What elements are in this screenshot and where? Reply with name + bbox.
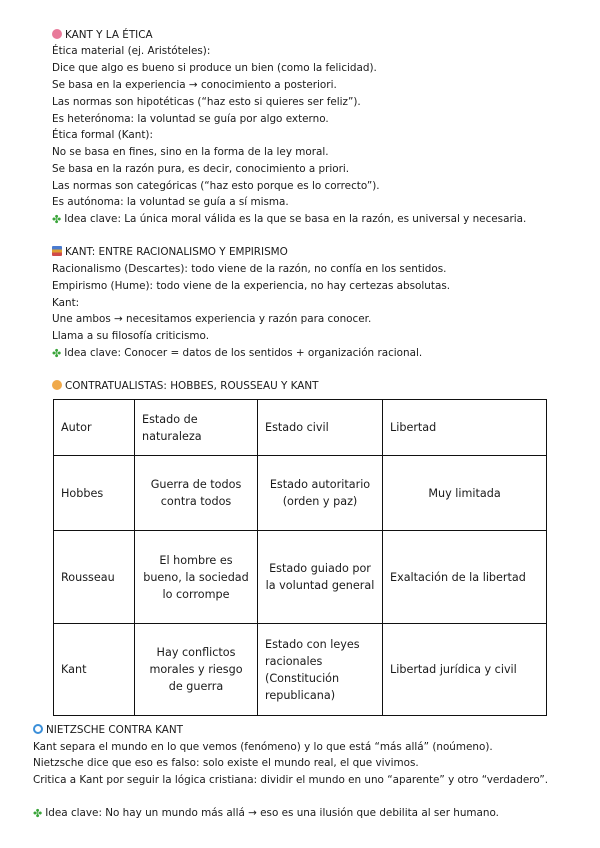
text-line: Las normas son hipotéticas (“haz esto si quieres ser feliz”). [52,96,361,108]
text-line: Se basa en la razón pura, es decir, conocimiento a priori. [52,163,350,175]
table-cell: Estado con leyes racionales (Constitución republicana) [258,624,383,716]
brain-icon [52,29,62,39]
table-cell: Kant [54,624,135,716]
scales-icon [52,380,62,390]
text-line: Ética material (ej. Aristóteles): [52,45,211,57]
text-line: Las normas son categóricas (“haz esto porque es lo correcto”). [52,180,380,192]
text-line: Une ambos → necesitamos experiencia y razón para conocer. [52,313,372,325]
table-cell: Estado guiado por la voluntad general [258,531,383,624]
text-line: Es autónoma: la voluntad se guía a sí misma. [52,196,289,208]
table-row [54,400,547,456]
books-icon [52,246,62,256]
text-line: Empirismo (Hume): todo viene de la experiencia, no hay certezas absolutas. [52,280,451,292]
section-title-contractualistas: CONTRATUALISTAS: HOBBES, ROUSSEAU Y KANT [52,379,319,393]
table-cell: Estado de naturaleza [135,400,258,456]
table-cell: Libertad jurídica y civil [383,624,547,716]
text-line: Dice que algo es bueno si produce un bien (como la felicidad). [52,62,377,74]
text-line: Kant: [52,297,80,309]
table-cell: Estado civil [258,400,383,456]
table-cell: Autor [54,400,135,456]
section-title-nietzsche: NIETZSCHE CONTRA KANT [33,723,183,737]
table-cell: Exaltación de la libertad [383,531,547,624]
section-title-kant-etica: KANT Y LA ÉTICA [52,28,153,42]
text-line: Llama a su filosofía criticismo. [52,330,210,342]
section-title-racionalismo-empirismo: KANT: ENTRE RACIONALISMO Y EMPIRISMO [52,245,288,259]
table-row [54,624,547,716]
text-line: Critica a Kant por seguir la lógica cristiana: dividir el mundo en uno “aparente” y otro “verdadero”. [33,774,549,786]
contractualistas-table [53,399,547,716]
table-cell: Estado autoritario (orden y paz) [258,456,383,531]
idea-clave-2: ✤ Idea clave: Conocer = datos de los sentidos + organización racional. [52,347,423,360]
text-line: Se basa en la experiencia → conocimiento a posteriori. [52,79,337,91]
table-cell: Guerra de todos contra todos [135,456,258,531]
text-line: Kant separa el mundo en lo que vemos (fenómeno) y lo que está “más allá” (noúmeno). [33,741,493,753]
cyclone-icon [33,724,43,734]
idea-clave-4: ✤ Idea clave: No hay un mundo más allá → eso es una ilusión que debilita al ser humano. [33,807,499,820]
clover-icon: ✤ [33,807,43,820]
text-line: Ética formal (Kant): [52,129,153,141]
idea-clave-1: ✤ Idea clave: La única moral válida es la que se basa en la razón, es universal y necesaria. [52,213,527,226]
clover-icon: ✤ [52,213,62,226]
table-cell: Hay conflictos morales y riesgo de guerra [135,624,258,716]
table-cell: Libertad [383,400,547,456]
table-cell: Rousseau [54,531,135,624]
table-cell: Muy limitada [383,456,547,531]
table-row [54,531,547,624]
text-line: Nietzsche dice que eso es falso: solo existe el mundo real, el que vivimos. [33,757,419,769]
text-line: Racionalismo (Descartes): todo viene de la razón, no confía en los sentidos. [52,263,447,275]
text-line: Es heterónoma: la voluntad se guía por algo externo. [52,113,329,125]
table-cell: Hobbes [54,456,135,531]
table-cell: El hombre es bueno, la sociedad lo corrompe [135,531,258,624]
text-line: No se basa en fines, sino en la forma de la ley moral. [52,146,329,158]
clover-icon: ✤ [52,347,62,360]
table-row [54,456,547,531]
